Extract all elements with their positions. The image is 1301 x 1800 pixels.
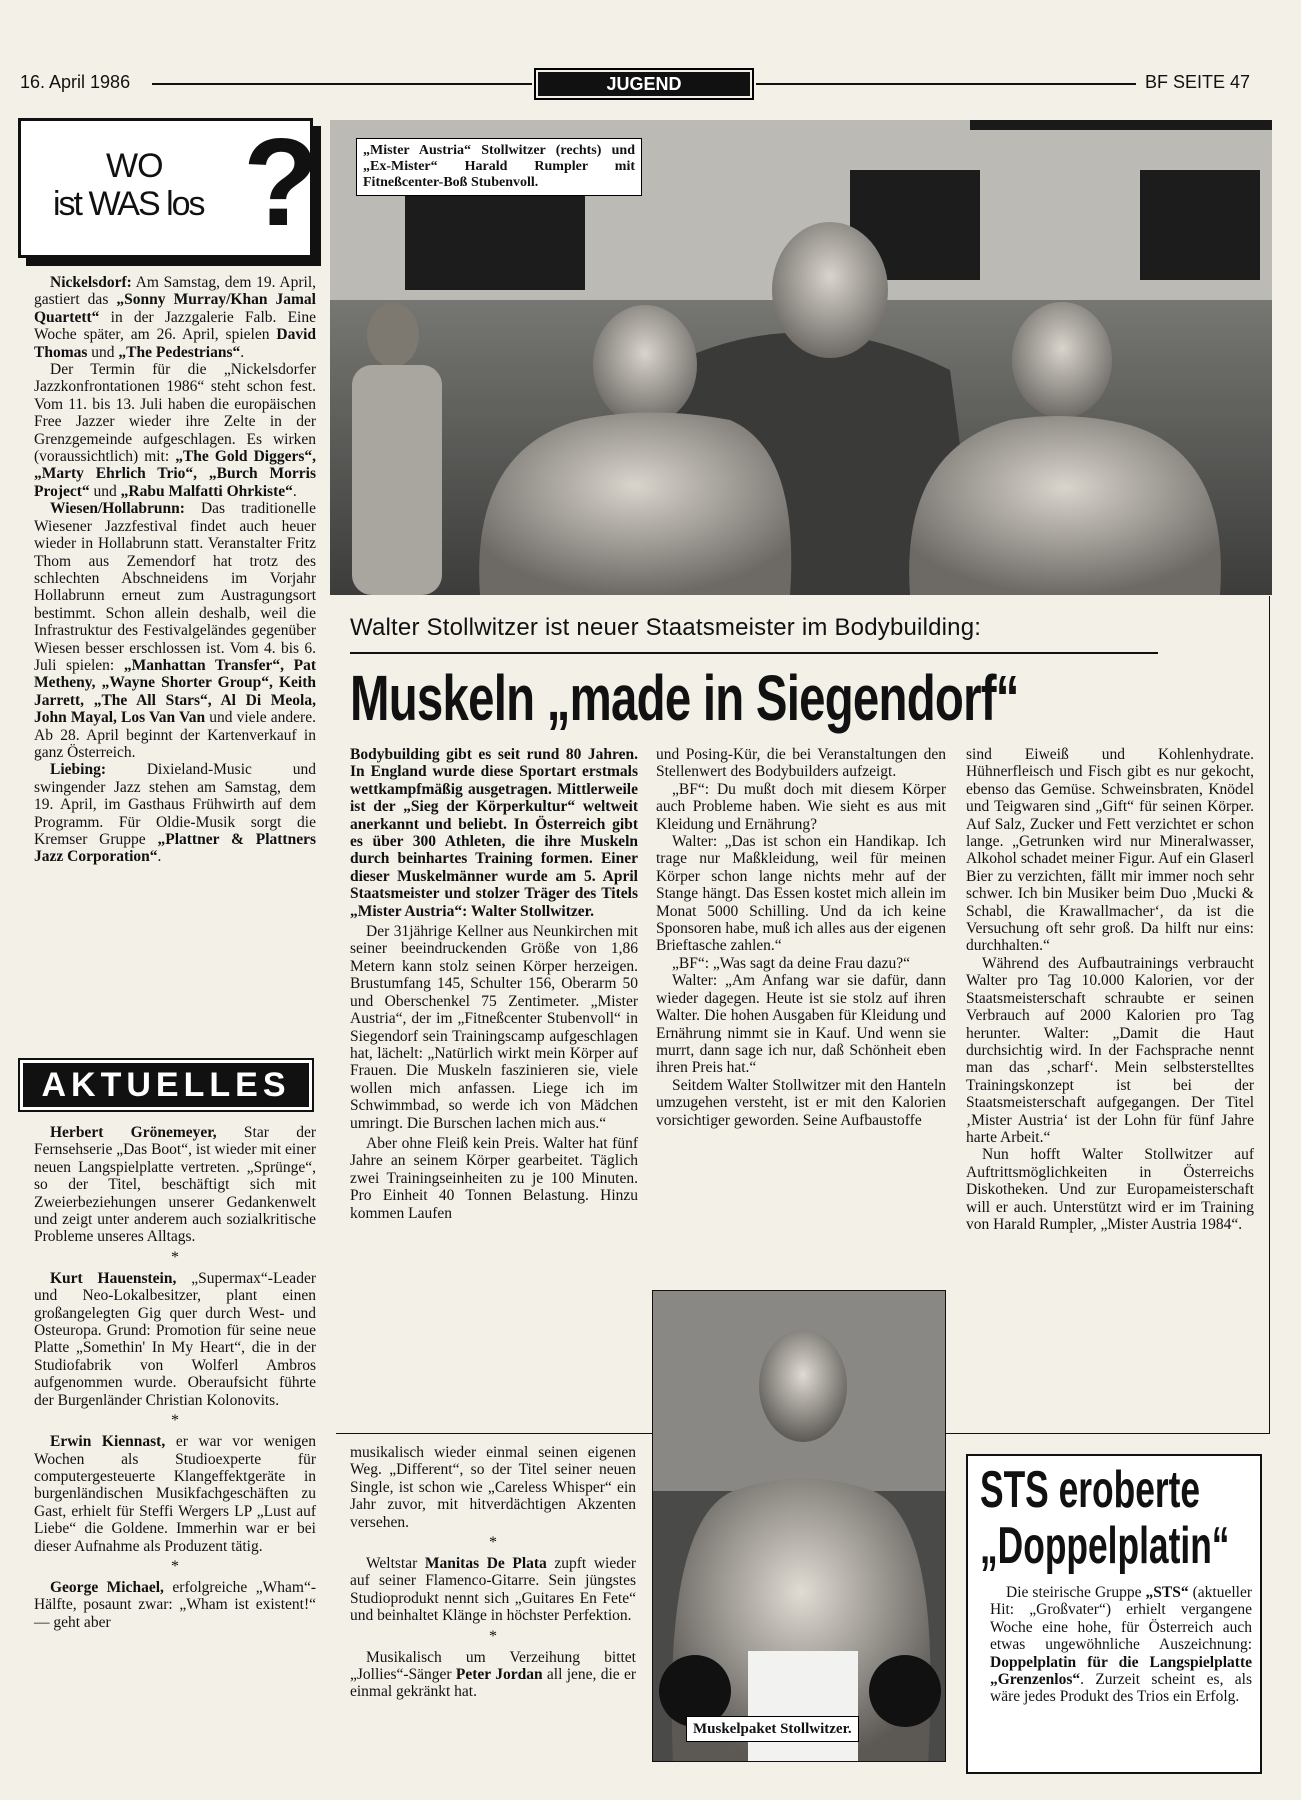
michael-continued: musikalisch wieder einmal seinen eigenen Weg. „Different“, so der Titel seiner neuen Single, ist schon wie „Careless Whisper“ ein Jahr zuvor, mit hitverdächtigen Akzenten versehen. <box>350 1444 636 1531</box>
sts-bold1: „STS“ <box>1145 1584 1189 1601</box>
section-label <box>534 68 754 100</box>
article-col3-p2: Während des Aufbautrainings verbraucht Walter pro Tag 10.000 Kalorien, vor der Staatsmeisterschaft schraubte er seinen Verbrauch auf 2000 Kalorien pro Tag herunter. Walter: „Damit die Haut durchsichtig wird. In der Fachsprache nennt man das ‚scharf‘. Mein selbsterstelltes Trainingskonzept ist bei der Staatsmeisterschaft aufgegangen. Der Titel ‚Mister Austria‘ ist der Lohn für fünf Jahre harte Arbeit.“ <box>966 954 1254 1146</box>
nickelsdorf-paragraph <box>34 274 316 361</box>
article-col1-p2: Aber ohne Fleiß kein Preis. Walter hat fünf Jahre an seinem Körper gearbeitet. Täglich zwei Trainingseinheiten zu je 100 Minuten. Pro Einheit 40 Tonnen Belastung. Hinzu kommen Laufen <box>350 1134 638 1222</box>
liebing-paragraph <box>34 761 316 865</box>
wo-line1: WO <box>106 147 163 185</box>
nickelsdorf-text3: und <box>87 343 119 361</box>
lower-middle-column <box>350 1444 636 1701</box>
nickelsdorf-paragraph-2 <box>34 361 316 500</box>
article-col2-p1: und Posing-Kür, die bei Veranstaltungen den Stellenwert des Bodybuilders aufzeigt. <box>656 746 946 781</box>
manitas-text1: Weltstar <box>366 1555 425 1573</box>
article-col2-p4: „BF“: „Was sagt da deine Frau dazu?“ <box>672 954 911 972</box>
hauenstein-text: „Supermax“-Leader und Neo-Lokalbesitzer, plant einen großangelegten Gig quer durch West- und Osteuropa. Grund: Promotion für seine neue Platte „Somethin' In My Heart“, die in der Studiofabrik von Wolferl Ambros aufgenommen wurde. Oberaufsicht führte der Burgenländer Christian Kolonovits. <box>34 1269 316 1409</box>
hauenstein-lead: Kurt Hauenstein, <box>50 1269 177 1287</box>
manitas-paragraph <box>350 1555 636 1625</box>
article-col2-p5: Walter: „Am Anfang war sie dafür, dann wieder dagegen. Heute ist sie stolz auf ihren Walter. Die hohen Ausgaben für Kleidung und Ernährung nimmt sie in Kauf. Und wenn sie murrt, dann sage ich nur, daß Schönheit eben ihren Preis hat.“ <box>656 972 946 1077</box>
michael-lead: George Michael, <box>50 1578 164 1596</box>
separator-star: * <box>171 1557 179 1575</box>
manitas-text2: zupft wieder auf seiner Flamenco-Gitarre. Sein jüngstes Studioprodukt nennt sich „Guitares En Fete“ und beinhaltet Klänge in höchster Perfektion. <box>350 1555 636 1625</box>
hauenstein-paragraph <box>34 1270 316 1409</box>
nickelsdorf-text1: Am Samstag, dem 19. April, gastiert das <box>34 274 316 309</box>
nickelsdorf-bold3: „The Pedestrians“ <box>118 343 241 361</box>
liebing-bold1: „Plattner & Plattners Jazz Corporation“ <box>34 831 316 866</box>
sts-text2: (aktueller Hit: „Großvater“) erhielt vergangene Woche eine hohe, für Österreich auch etwas ungewöhnliche Auszeichnung: <box>990 1584 1252 1654</box>
section-label-inner: JUGEND <box>538 72 750 96</box>
wiesen-text1: Das traditionelle Wiesener Jazzfestival findet auch heuer wieder in Hollabrunn statt. Veranstalter Fritz Thom aus Zemendorf hat trotz des schlechten Abschneidens im Vorjahr Hollabrunn erneut zum Austragungsort bestimmt. Schon allein deshalb, weil die Infrastruktur des Festivalgeländes gegenüber Wiesen besser erschlossen ist. Vom 4. bis 6. Juli spielen: <box>34 500 316 674</box>
groenemeyer-paragraph <box>34 1124 316 1246</box>
top-photo-caption: „Mister Austria“ Stollwitzer (rechts) und „Ex-Mister“ Harald Rumpler mit Fitneßcenter-Boß Stubenvoll. <box>356 138 642 196</box>
liebing-text2: . <box>157 848 162 866</box>
header-rule-right <box>756 83 1136 85</box>
separator-star: * <box>489 1627 497 1645</box>
aktuelles-label: AKTUELLES <box>23 1063 309 1107</box>
separator-star: * <box>171 1412 179 1430</box>
sts-text <box>990 1584 1252 1706</box>
article-col3-p3: Nun hofft Walter Stollwitzer auf Auftrittsmöglichkeiten in Österreichs Diskotheken. Und zur Europameisterschaft will er auch. Unterstützt wird er im Training von Harald Rumpler, „Mister Austria 1984“. <box>966 1146 1254 1233</box>
nickelsdorf2-bold1: „The Gold Diggers“, „Marty Ehrlich Trio“, „Burch Morris Project“ <box>34 448 316 500</box>
michael-text: erfolgreiche „Wham“-Hälfte, posaunt zwar: „Wham ist existent!“ — geht aber <box>34 1578 316 1631</box>
sts-paragraph <box>990 1584 1252 1706</box>
article-col2-p2: „BF“: Du mußt doch mit diesem Körper auch Probleme haben. Wie sieht es aus mit Kleidung und Ernährung? <box>656 780 946 833</box>
article-col3-p1: sind Eiweiß und Kohlenhydrate. Hühnerfleisch und Fisch gibt es nur gekocht, ebenso das Gemüse. Schweinsbraten, Knödel und Teigwaren sind „Gift“ für seinen Körper. Auf Salz, Zucker und Fett verzichtet er schon lange. „Getrunken wird nur Mineralwasser, Alkohol schadet meiner Figur. Auf ein Glaserl Bier zu verzichten, fällt mir immer noch sehr schwer. Ich bin Musiker beim Duo ‚Mucki & Schabl, die Krawallmacher‘, da ist die Versuchung oft sehr groß. Da hilft nur eins: durchhalten.“ <box>966 746 1254 955</box>
article-headline: Muskeln „made in Siegendorf“ <box>350 662 1019 734</box>
nickelsdorf-bold1: „Sonny Murray/Khan Jamal Quartett“ <box>34 291 316 326</box>
groenemeyer-lead: Herbert Grönemeyer, <box>50 1124 217 1141</box>
sts-text3: . Zurzeit scheint es, als wäre jedes Produkt des Trios ein Erfolg. <box>990 1671 1252 1706</box>
sts-bold2: Doppelplatin für die Langspielplatte „Grenzenlos“ <box>990 1653 1252 1689</box>
michael-paragraph <box>34 1579 316 1631</box>
wo-line2: ist WAS los <box>53 185 204 223</box>
kiennast-lead: Erwin Kiennast, <box>50 1433 166 1451</box>
nickelsdorf-text2: in der Jazzgalerie Falb. Eine Woche später, am 26. April, spielen <box>34 308 316 344</box>
wiesen-lead: Wiesen/Hollabrunn: <box>50 500 185 518</box>
left-column-lower <box>34 1124 316 1631</box>
sts-headline-wrap <box>980 1462 1260 1582</box>
question-mark: ? <box>243 114 319 252</box>
header-page: BF SEITE 47 <box>1145 72 1251 92</box>
nickelsdorf-lead: Nickelsdorf: <box>50 274 132 291</box>
article-kicker: Walter Stollwitzer ist neuer Staatsmeister im Bodybuilding: <box>350 614 982 641</box>
sts-box <box>966 1454 1262 1774</box>
separator-star: * <box>171 1248 179 1266</box>
jordan-text2: all jene, die er einmal gekränkt hat. <box>350 1666 636 1701</box>
article-col2-p6: Seitdem Walter Stollwitzer mit den Hanteln umzugehen versteht, ist er mit den Kalorien vorsichtiger geworden. Seine Aufbaustoffe <box>656 1076 946 1129</box>
bottom-photo-caption: Muskelpaket Stollwitzer. <box>686 1716 859 1742</box>
stollwitzer-photo-illustration <box>653 1291 946 1762</box>
groenemeyer-text: Star der Fernsehserie „Das Boot“, ist wieder mit einer neuen Langspielplatte vertreten. „Sprünge“, so der Titel, beschäftigt sich mit Zweierbeziehungen unserer Gedankenwelt und zeigt unter anderem auch sozialkritische Probleme unseres Alltags. <box>34 1124 316 1246</box>
sts-headline-line1: STS eroberte <box>980 1462 1201 1519</box>
liebing-text1: Dixieland-Music und swingender Jazz stehen am Samstag, dem 19. April, im Gasthaus Frühwirth auf dem Programm. Für Oldie-Musik sorgt die Kremser Gruppe <box>34 761 316 848</box>
header-date: 16. April 1986 <box>20 72 131 92</box>
jordan-bold: Peter Jordan <box>455 1666 543 1684</box>
nickelsdorf2-text3: . <box>292 482 297 500</box>
kiennast-paragraph <box>34 1433 316 1555</box>
manitas-bold: Manitas De Plata <box>424 1555 547 1573</box>
jordan-text1: Musikalisch um Verzeihung bittet „Jollies“-Sänger <box>350 1648 636 1684</box>
nickelsdorf-text4: . <box>240 343 245 361</box>
article-col1-p1: Der 31jährige Kellner aus Neunkirchen mit seiner beeindruckenden Größe von 1,86 Metern kann stolz seinen Körper herzeigen. Brustumfang 145, Schulter 156, Oberarm 50 und Oberschenkel 75 Zentimeter. „Mister Austria“, der im „Fitneßcenter Stubenvoll“ in Siegendorf sein Trainingscamp aufgeschlagen hat, lächelt: „Natürlich wirkt mein Körper auf Frauen. Die Muskeln faszinieren sie, viele wollen mich anfassen. Liege ich im Schwimmbad, so werde ich von Mädchen umringt. Die Burschen lachen mich aus.“ <box>350 923 638 1132</box>
header-rule-left <box>152 83 532 85</box>
wiesen-text2: und viele andere. Ab 28. April beginnt der Kartenverkauf in ganz Österreich. <box>34 709 316 761</box>
sts-text1: Die steirische Gruppe <box>1006 1584 1146 1601</box>
wo-ist-was-los-box <box>18 114 319 258</box>
separator-star: * <box>489 1534 497 1552</box>
nickelsdorf2-text1: Der Termin für die „Nickelsdorfer Jazzkonfrontationen 1986“ steht schon fest. Vom 11. bis 13. Juli haben die europäischen Free Jazzer wieder ihre Zelte in der Grenzgemeinde aufgeschlagen. Es wirken (voraussichtlich) mit: <box>34 361 316 466</box>
kiennast-text: er war vor wenigen Wochen als Studioexperte für computergesteuerte Klangeffektgeräte in burgenländischen Musikfachgeschäften zu Gast, erhielt für Steffi Wergers LP „Lust auf Liebe“ die Goldene. Immerhin war er bei dieser Aufnahme als Produzent tätig. <box>34 1433 317 1555</box>
article-col2-p3: Walter: „Das ist schon ein Handikap. Ich trage nur Maßkleidung, weil für meinen Körper schon lange nichts mehr auf der Stange hängt. Das Essen kostet mich allein im Monat 5000 Schilling. Und da ich keine Sponsoren habe, muß ich alles aus der eigenen Brieftasche zahlen.“ <box>656 833 946 955</box>
sts-headline-line2: „Doppelplatin“ <box>980 1517 1230 1575</box>
nickelsdorf2-text2: und <box>89 482 121 500</box>
aktuelles-banner <box>18 1058 314 1112</box>
nickelsdorf2-bold2: „Rabu Malfatti Ohrkiste“ <box>120 482 293 500</box>
left-column-upper <box>34 274 316 866</box>
nickelsdorf-bold2: David Thomas <box>34 326 316 361</box>
stollwitzer-photo <box>652 1290 946 1762</box>
liebing-lead: Liebing: <box>50 761 106 779</box>
jordan-paragraph <box>350 1649 636 1701</box>
wiesen-paragraph <box>34 500 316 761</box>
article-lead: Bodybuilding gibt es seit rund 80 Jahren. In England wurde diese Sportart erstmals wettkampfmäßig ausgetragen. Mittlerweile ist der „Sieg der Körperkultur“ weltweit anerkannt und beliebt. In Österreich gibt es über 300 Athleten, die ihre Muskeln durch beinhartes Training formen. Einer dieser Muskelmänner wurde am 5. April Staatsmeister und stolzer Träger des Titels „Mister Austria“: Walter Stollwitzer. <box>350 746 638 920</box>
wiesen-bold1: „Manhattan Transfer“, Pat Metheny, „Wayne Shorter Group“, Keith Jarrett, „The All Stars“, Al Di Meola, John Mayal, Los Van Van <box>34 656 316 727</box>
